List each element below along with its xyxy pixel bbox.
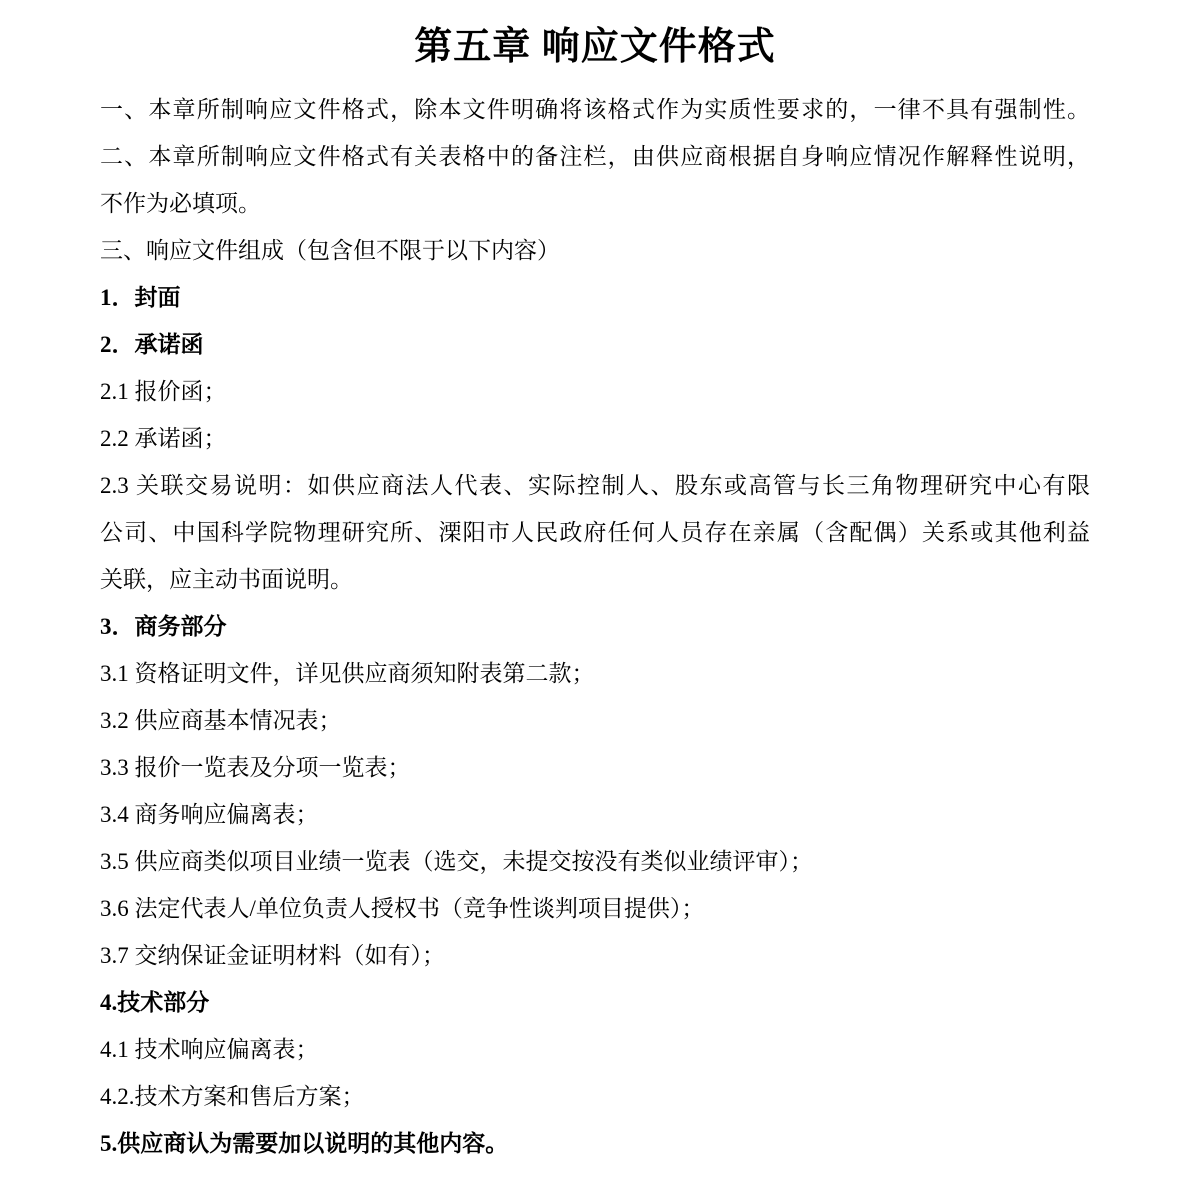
paragraph-line: 1．封面 <box>100 284 181 310</box>
paragraph-line: 3.6 法定代表人/单位负责人授权书（竞争性谈判项目提供）； <box>100 895 705 921</box>
paragraph-line: 4.技术部分 <box>100 989 210 1015</box>
paragraph-line: 3.2 供应商基本情况表； <box>100 707 342 733</box>
paragraph-line: 3．商务部分 <box>100 613 227 639</box>
paragraph-line: 3.1 资格证明文件，详见供应商须知附表第二款； <box>100 660 595 686</box>
paragraph-line: 一、本章所制响应文件格式，除本文件明确将该格式作为实质性要求的，一律不具有强制性。 <box>100 96 1090 122</box>
paragraph-line: 2.2 承诺函； <box>100 425 227 451</box>
paragraph-line: 4.2.技术方案和售后方案； <box>100 1083 365 1109</box>
paragraph-line: 2．承诺函 <box>100 331 204 357</box>
paragraph-line: 2.3 关联交易说明：如供应商法人代表、实际控制人、股东或高管与长三角物理研究中心有限 <box>100 472 1090 498</box>
paragraph-line: 5.供应商认为需要加以说明的其他内容。 <box>100 1130 509 1156</box>
paragraph-line: 2.1 报价函； <box>100 378 227 404</box>
paragraph-line: 4.1 技术响应偏离表； <box>100 1036 319 1062</box>
paragraph-line: 3.4 商务响应偏离表； <box>100 801 319 827</box>
paragraph-line: 三、响应文件组成（包含但不限于以下内容） <box>100 237 560 263</box>
paragraph-line: 二、本章所制响应文件格式有关表格中的备注栏，由供应商根据自身响应情况作解释性说明， <box>100 143 1090 169</box>
paragraph-line: 3.7 交纳保证金证明材料（如有）； <box>100 942 445 968</box>
paragraph-line: 不作为必填项。 <box>100 190 261 216</box>
paragraph-line: 关联，应主动书面说明。 <box>100 566 353 592</box>
paragraph-line: 3.3 报价一览表及分项一览表； <box>100 754 411 780</box>
chapter-title: 第五章 响应文件格式 <box>414 26 776 68</box>
document-body <box>100 86 1090 1167</box>
paragraph-line: 3.5 供应商类似项目业绩一览表（选交，未提交按没有类似业绩评审）； <box>100 848 813 874</box>
paragraph-line: 公司、中国科学院物理研究所、溧阳市人民政府任何人员存在亲属（含配偶）关系或其他利益 <box>100 519 1090 545</box>
